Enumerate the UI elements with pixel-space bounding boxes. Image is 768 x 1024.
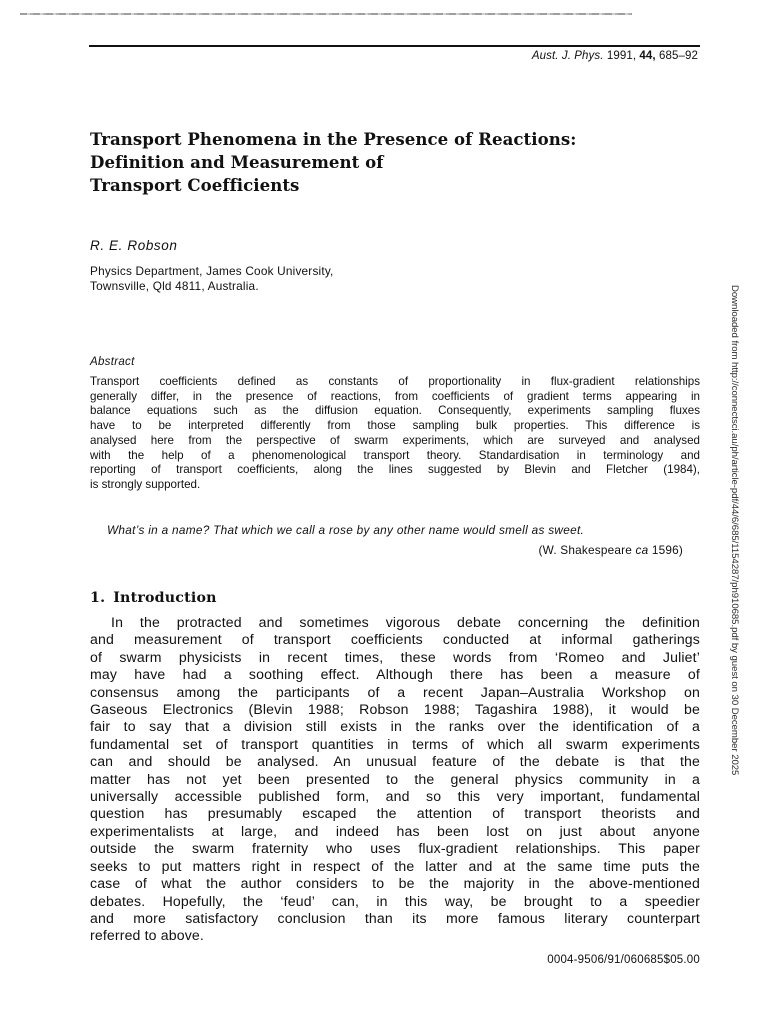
download-watermark: Downloaded from http://connectsci.au/ph/article-pdf/44/6/685/1154287/ph910685.pdf by guest on 30 December 2025	[729, 285, 740, 776]
epigraph-source-suffix: 1596)	[648, 543, 683, 557]
body-line: and more satisfactory conclusion than its more famous literary counterpart	[90, 909, 700, 926]
header-rule	[89, 45, 700, 47]
epigraph-source-circa: ca	[635, 543, 649, 557]
abstract-line: have to be interpreted differently from those sampling bulk properties. This difference is	[90, 419, 700, 433]
section-heading	[90, 590, 217, 606]
author-name: R. E. Robson	[90, 238, 178, 253]
abstract-line: reporting of transport coefficients, along the lines suggested by Blevin and Fletcher (1984),	[90, 463, 700, 477]
title-line: Definition and Measurement of	[90, 152, 384, 172]
abstract-body	[90, 375, 700, 493]
body-line: debates. Hopefully, the ‘feud’ can, in this way, be brought to a speedier	[90, 892, 700, 909]
title-line: Transport Coefficients	[90, 175, 300, 195]
abstract-line: with the help of a phenomenological transport theory. Standardisation in terminology and	[90, 448, 700, 462]
abstract-line: is strongly supported.	[90, 477, 201, 491]
journal-pages: 685–92	[659, 50, 698, 62]
body-line: referred to above.	[90, 927, 204, 944]
epigraph-source-prefix: (W. Shakespeare	[538, 543, 636, 557]
journal-year: 1991,	[606, 50, 637, 62]
epigraph-source	[539, 543, 683, 557]
body-line: seeks to put matters right in respect of the latter and at the same time puts the	[90, 857, 700, 874]
abstract-line: balance equations such as the diffusion equation. Consequently, experiments sampling fluxes	[90, 404, 700, 418]
body-line: fair to say that a division still exists in the ranks over the identification of a	[90, 718, 700, 735]
body-line: case of what the author considers to be the majority in the above-mentioned	[90, 875, 700, 892]
scan-edge-artifact	[20, 13, 632, 15]
abstract-line: analysed here from the perspective of swarm experiments, which are surveyed and analysed	[90, 433, 700, 447]
title-line: Transport Phenomena in the Presence of Reactions:	[90, 129, 577, 149]
body-line: experimentalists at large, and indeed has been lost on just about anyone	[90, 822, 700, 839]
body-line: In the protracted and sometimes vigorous debate concerning the definition	[111, 614, 700, 630]
journal-volume: 44,	[639, 50, 656, 62]
body-line: may have had a soothing effect. Although there has been a measure of	[90, 666, 700, 683]
article-code: 0004-9506/91/060685$05.00	[547, 954, 700, 966]
author-affiliation	[90, 264, 334, 294]
section-title: Introduction	[113, 590, 217, 606]
abstract-line: generally differ, in the presence of reactions, from coefficients of gradient terms appearing in	[90, 389, 700, 403]
body-line: and measurement of transport coefficients conducted at informal gatherings	[90, 631, 700, 648]
body-line: question has presumably escaped the attention of transport theorists and	[90, 805, 700, 822]
abstract-line: Transport coefficients defined as constants of proportionality in flux-gradient relationships	[90, 375, 700, 388]
body-line: can and should be analysed. An unusual feature of the debate is that the	[90, 753, 700, 770]
body-line: universally accessible published form, and so this very important, fundamental	[90, 788, 700, 805]
body-line: outside the swarm fraternity who uses flux-gradient relationships. This paper	[90, 840, 700, 857]
body-line: matter has not yet been presented to the general physics community in a	[90, 770, 700, 787]
section-number: 1.	[90, 590, 106, 606]
introduction-body	[90, 614, 700, 945]
paper-title	[90, 128, 690, 197]
affiliation-line: Physics Department, James Cook University,	[90, 264, 334, 278]
journal-citation	[532, 50, 698, 62]
body-line: consensus among the participants of a recent Japan–Australia Workshop on	[90, 683, 700, 700]
body-line: Gaseous Electronics (Blevin 1988; Robson 1988; Tagashira 1988), it would be	[90, 701, 700, 718]
body-line: fundamental set of transport quantities in terms of which all swarm experiments	[90, 735, 700, 752]
epigraph-quote: What’s in a name? That which we call a rose by any other name would smell as sweet.	[107, 523, 585, 537]
body-line: of swarm physicists in recent times, these words from ‘Romeo and Juliet’	[90, 648, 700, 665]
affiliation-line: Townsville, Qld 4811, Australia.	[90, 279, 259, 293]
journal-name: Aust. J. Phys.	[531, 50, 604, 62]
abstract-heading: Abstract	[90, 356, 135, 368]
